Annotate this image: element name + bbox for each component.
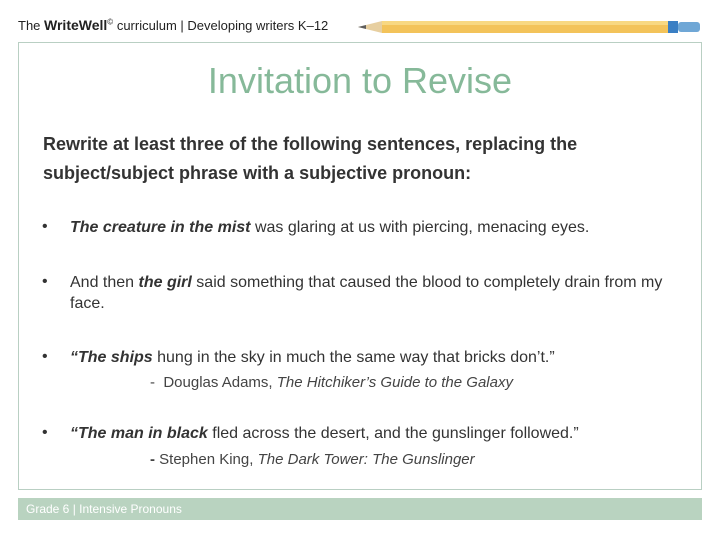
quote-attribution-2 [150,451,475,468]
bullet-marker: • [42,348,48,365]
header-bar [0,0,720,44]
sentence-item-4 [70,423,690,444]
sentence-rest: hung in the sky in much the same way that bricks don’t.” [152,349,555,366]
attribution-author: Stephen King, [159,451,258,468]
bullet-marker: • [42,218,48,235]
sentence-subject: “The ships [70,349,153,366]
attribution-book: The Hitchiker’s Guide to the Galaxy [276,374,513,391]
slide-instructions: Rewrite at least three of the following sentences, replacing the subject/subject phrase with a subjective pronoun: [43,134,578,183]
sentence-subject: the girl [138,274,192,291]
sentence-rest: fled across the desert, and the gunslinger followed.” [207,425,579,442]
bullet-marker: • [42,424,48,441]
brand-prefix: The [18,18,45,33]
bullet-marker: • [42,273,48,290]
footer-label: Grade 6 | Intensive Pronouns [26,502,182,516]
sentence-rest: was glaring at us with piercing, menacing eyes. [250,219,590,236]
brand-reg-mark: © [107,17,114,27]
sentence-item-1 [70,217,690,238]
sentence-prefix: And then [70,274,139,291]
brand-line [18,17,328,33]
brand-tagline: curriculum | Developing writers K–12 [113,18,329,33]
attribution-dash: - [150,374,155,391]
pencil-icon [358,19,704,35]
slide-title: Invitation to Revise [207,60,513,101]
footer-bar [18,498,702,520]
attribution-author: Douglas Adams, [163,374,277,391]
sentence-item-2 [70,272,690,314]
quote-attribution-1 [150,374,513,391]
attribution-dash: - [150,451,155,468]
sentence-subject: The creature in the mist [70,219,251,236]
sentence-rest: said something that caused the blood to completely drain from my face. [70,274,663,312]
sentence-subject: “The man in black [70,425,208,442]
sentence-item-3 [70,347,690,368]
brand-logo: WriteWell [44,17,108,33]
attribution-book: The Dark Tower: The Gunslinger [257,451,475,468]
